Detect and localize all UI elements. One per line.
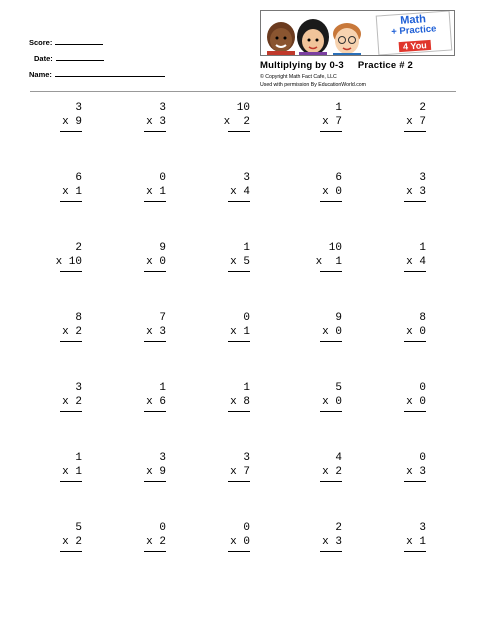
- multiplicand: 6: [335, 172, 342, 184]
- problem-r7-c4: [308, 521, 348, 552]
- multiplier: 1: [243, 326, 250, 338]
- problem-r7-c3: [216, 521, 256, 552]
- problem-r2-c3: [216, 171, 256, 202]
- problem-r4-c4: [308, 311, 348, 342]
- problem-r3-c2: [132, 241, 172, 272]
- multiplier: 0: [243, 536, 250, 548]
- problem-r1-c1: [48, 101, 88, 132]
- multiplicand: 10: [328, 242, 342, 254]
- answer-line[interactable]: [60, 551, 82, 552]
- times-sign: x: [146, 256, 153, 268]
- answer-line[interactable]: [320, 271, 342, 272]
- multiplier-row: [48, 115, 88, 129]
- answer-line[interactable]: [60, 201, 82, 202]
- multiplicand: 1: [419, 242, 426, 254]
- multiplier: 9: [75, 116, 82, 128]
- multiplicand: 2: [335, 522, 342, 534]
- multiplier: 2: [75, 536, 82, 548]
- times-sign: x: [62, 466, 69, 478]
- times-sign: x: [230, 466, 237, 478]
- math-practice-logo: [260, 10, 455, 56]
- multiplier-row: [132, 465, 172, 479]
- multiplier-row: [392, 255, 432, 269]
- answer-line[interactable]: [404, 341, 426, 342]
- times-sign: x: [62, 536, 69, 548]
- name-field[interactable]: [29, 70, 165, 79]
- multiplier: 0: [419, 396, 426, 408]
- multiplier-row: [308, 465, 348, 479]
- answer-line[interactable]: [404, 411, 426, 412]
- multiplier-row: [132, 115, 172, 129]
- problem-r6-c1: [48, 451, 88, 482]
- multiplier: 1: [159, 186, 166, 198]
- multiplier-row: [48, 535, 88, 549]
- multiplicand: 0: [159, 172, 166, 184]
- times-sign: x: [223, 116, 231, 128]
- problem-r5-c2: [132, 381, 172, 412]
- times-sign: x: [406, 466, 413, 478]
- multiplicand: 0: [419, 452, 426, 464]
- multiplier-row: [392, 185, 432, 199]
- multiplicand: 0: [159, 522, 166, 534]
- times-sign: x: [146, 116, 153, 128]
- times-sign: x: [230, 536, 237, 548]
- multiplicand: 9: [159, 242, 166, 254]
- problem-r6-c5: [392, 451, 432, 482]
- times-sign: x: [146, 536, 153, 548]
- multiplier: 7: [335, 116, 342, 128]
- answer-line[interactable]: [228, 201, 250, 202]
- multiplicand: 3: [419, 172, 426, 184]
- multiplier-row: [132, 395, 172, 409]
- answer-line[interactable]: [320, 411, 342, 412]
- multiplicand: 5: [75, 522, 82, 534]
- multiplicand: 0: [419, 382, 426, 394]
- times-sign: x: [62, 186, 69, 198]
- multiplier: 2: [75, 326, 82, 338]
- multiplier: 2: [335, 466, 342, 478]
- multiplier-row: [308, 535, 348, 549]
- multiplier-row: [308, 325, 348, 339]
- answer-line[interactable]: [320, 131, 342, 132]
- multiplier-row: [48, 465, 88, 479]
- multiplicand: 1: [75, 452, 82, 464]
- multiplier-row: [132, 255, 172, 269]
- multiplicand: 1: [243, 382, 250, 394]
- multiplier: 7: [419, 116, 426, 128]
- problem-r5-c1: [48, 381, 88, 412]
- multiplier-row: [392, 325, 432, 339]
- times-sign: x: [146, 396, 153, 408]
- multiplicand: 3: [243, 172, 250, 184]
- multiplier-row: [48, 185, 88, 199]
- answer-line[interactable]: [228, 551, 250, 552]
- multiplier-row: [308, 395, 348, 409]
- times-sign: x: [146, 466, 153, 478]
- times-sign: x: [55, 256, 63, 268]
- header-divider: [30, 91, 456, 92]
- multiplier: 9: [159, 466, 166, 478]
- multiplicand: 5: [335, 382, 342, 394]
- times-sign: x: [406, 536, 413, 548]
- answer-line[interactable]: [144, 481, 166, 482]
- multiplicand: 7: [159, 312, 166, 324]
- answer-line[interactable]: [228, 411, 250, 412]
- multiplicand: 0: [243, 312, 250, 324]
- times-sign: x: [406, 256, 413, 268]
- answer-line[interactable]: [144, 201, 166, 202]
- answer-line[interactable]: [404, 551, 426, 552]
- answer-line[interactable]: [228, 341, 250, 342]
- score-field[interactable]: [29, 38, 103, 47]
- multiplier-row: [132, 535, 172, 549]
- problem-r2-c1: [48, 171, 88, 202]
- times-sign: x: [322, 326, 329, 338]
- problem-r2-c2: [132, 171, 172, 202]
- times-sign: x: [322, 536, 329, 548]
- problem-r2-c4: [308, 171, 348, 202]
- answer-line[interactable]: [144, 551, 166, 552]
- times-sign: x: [406, 326, 413, 338]
- times-sign: x: [406, 396, 413, 408]
- problem-r3-c3: [216, 241, 256, 272]
- multiplier: 3: [419, 466, 426, 478]
- times-sign: x: [62, 116, 69, 128]
- times-sign: x: [230, 396, 237, 408]
- multiplier: 10: [68, 256, 82, 268]
- multiplicand: 4: [335, 452, 342, 464]
- multiplier-row: [132, 185, 172, 199]
- problem-r1-c2: [132, 101, 172, 132]
- multiplier-row: [216, 185, 256, 199]
- badge-line-practice: + Practice: [390, 23, 437, 38]
- answer-line[interactable]: [60, 271, 82, 272]
- answer-line[interactable]: [320, 481, 342, 482]
- problem-r3-c4: [308, 241, 348, 272]
- problem-r3-c5: [392, 241, 432, 272]
- answer-line[interactable]: [144, 271, 166, 272]
- multiplicand: 9: [335, 312, 342, 324]
- problem-r6-c2: [132, 451, 172, 482]
- multiplicand: 0: [243, 522, 250, 534]
- multiplier-row: [308, 255, 348, 269]
- answer-line[interactable]: [60, 131, 82, 132]
- problem-r5-c4: [308, 381, 348, 412]
- multiplier: 7: [243, 466, 250, 478]
- badge-line-4you: 4 You: [399, 40, 431, 52]
- multiplier-row: [216, 535, 256, 549]
- permission-text: Used with permission By EducationWorld.com: [260, 82, 367, 88]
- multiplier: 3: [159, 116, 166, 128]
- multiplier-row: [216, 325, 256, 339]
- times-sign: x: [322, 186, 329, 198]
- multiplier-row: [216, 255, 256, 269]
- multiplier-row: [216, 115, 256, 129]
- answer-line[interactable]: [60, 411, 82, 412]
- multiplier: 3: [419, 186, 426, 198]
- answer-line[interactable]: [60, 481, 82, 482]
- problem-r3-c1: [48, 241, 88, 272]
- times-sign: x: [322, 396, 329, 408]
- worksheet-title: [260, 60, 413, 71]
- date-label: Date:: [34, 54, 53, 63]
- multiplier: 8: [243, 396, 250, 408]
- problem-r4-c1: [48, 311, 88, 342]
- problem-r2-c5: [392, 171, 432, 202]
- practice-number: Practice # 2: [357, 60, 414, 71]
- badge-line-math: Math: [399, 13, 427, 27]
- multiplier: 6: [159, 396, 166, 408]
- answer-line[interactable]: [320, 341, 342, 342]
- children-illustration: [261, 11, 381, 56]
- multiplicand: 3: [159, 102, 166, 114]
- problem-r1-c4: [308, 101, 348, 132]
- score-label: Score:: [29, 38, 53, 47]
- multiplicand: 1: [243, 242, 250, 254]
- times-sign: x: [146, 326, 153, 338]
- multiplicand: 2: [419, 102, 426, 114]
- multiplier: 0: [335, 186, 342, 198]
- problem-r4-c3: [216, 311, 256, 342]
- multiplier-row: [392, 465, 432, 479]
- multiplier-row: [216, 465, 256, 479]
- multiplier-row: [132, 325, 172, 339]
- multiplier: 0: [419, 326, 426, 338]
- answer-line[interactable]: [404, 201, 426, 202]
- multiplier: 0: [335, 396, 342, 408]
- answer-line[interactable]: [144, 411, 166, 412]
- times-sign: x: [230, 326, 237, 338]
- multiplier: 0: [335, 326, 342, 338]
- times-sign: x: [406, 116, 413, 128]
- multiplier: 0: [159, 256, 166, 268]
- score-line[interactable]: [55, 39, 103, 45]
- multiplicand: 8: [75, 312, 82, 324]
- multiplier-row: [392, 395, 432, 409]
- multiplicand: 10: [236, 102, 250, 114]
- multiplicand: 3: [419, 522, 426, 534]
- problem-r7-c2: [132, 521, 172, 552]
- multiplier-row: [392, 535, 432, 549]
- problem-r4-c5: [392, 311, 432, 342]
- name-label: Name:: [29, 70, 52, 79]
- math-practice-badge: [376, 10, 453, 55]
- answer-line[interactable]: [404, 131, 426, 132]
- answer-line[interactable]: [404, 481, 426, 482]
- multiplicand: 1: [159, 382, 166, 394]
- answer-line[interactable]: [144, 131, 166, 132]
- multiplier: 4: [419, 256, 426, 268]
- times-sign: x: [406, 186, 413, 198]
- times-sign: x: [322, 116, 329, 128]
- multiplier: 2: [236, 116, 250, 128]
- multiplier: 1: [328, 256, 342, 268]
- times-sign: x: [315, 256, 323, 268]
- problem-r5-c3: [216, 381, 256, 412]
- multiplier: 2: [75, 396, 82, 408]
- times-sign: x: [62, 396, 69, 408]
- multiplier: 3: [159, 326, 166, 338]
- date-field[interactable]: [34, 54, 104, 63]
- multiplier: 2: [159, 536, 166, 548]
- answer-line[interactable]: [320, 201, 342, 202]
- problem-r1-c5: [392, 101, 432, 132]
- answer-line[interactable]: [320, 551, 342, 552]
- date-line[interactable]: [56, 55, 104, 61]
- title-text: Multiplying by 0-3: [260, 60, 344, 71]
- problem-r6-c4: [308, 451, 348, 482]
- multiplier: 1: [75, 186, 82, 198]
- problem-r5-c5: [392, 381, 432, 412]
- answer-line[interactable]: [228, 481, 250, 482]
- multiplicand: 8: [419, 312, 426, 324]
- multiplicand: 1: [335, 102, 342, 114]
- answer-line[interactable]: [144, 341, 166, 342]
- multiplier-row: [216, 395, 256, 409]
- multiplier: 5: [243, 256, 250, 268]
- multiplier: 3: [335, 536, 342, 548]
- times-sign: x: [230, 256, 237, 268]
- multiplicand: 2: [75, 242, 82, 254]
- answer-line[interactable]: [60, 341, 82, 342]
- problem-r6-c3: [216, 451, 256, 482]
- problem-r7-c1: [48, 521, 88, 552]
- problem-r7-c5: [392, 521, 432, 552]
- multiplicand: 3: [75, 382, 82, 394]
- multiplier-row: [48, 395, 88, 409]
- multiplier-row: [48, 255, 88, 269]
- times-sign: x: [230, 186, 237, 198]
- times-sign: x: [322, 466, 329, 478]
- multiplicand: 6: [75, 172, 82, 184]
- multiplier: 1: [419, 536, 426, 548]
- multiplier-row: [392, 115, 432, 129]
- multiplier: 1: [75, 466, 82, 478]
- answer-line[interactable]: [404, 271, 426, 272]
- copyright-text: © Copyright Math Fact Cafe, LLC: [260, 74, 337, 80]
- times-sign: x: [146, 186, 153, 198]
- multiplicand: 3: [75, 102, 82, 114]
- multiplier: 4: [243, 186, 250, 198]
- times-sign: x: [62, 326, 69, 338]
- answer-line[interactable]: [228, 271, 250, 272]
- multiplier-row: [308, 115, 348, 129]
- multiplier-row: [308, 185, 348, 199]
- multiplicand: 3: [243, 452, 250, 464]
- name-line[interactable]: [55, 71, 165, 77]
- multiplier-row: [48, 325, 88, 339]
- answer-line[interactable]: [228, 131, 250, 132]
- problem-r1-c3: [216, 101, 256, 132]
- problem-r4-c2: [132, 311, 172, 342]
- multiplicand: 3: [159, 452, 166, 464]
